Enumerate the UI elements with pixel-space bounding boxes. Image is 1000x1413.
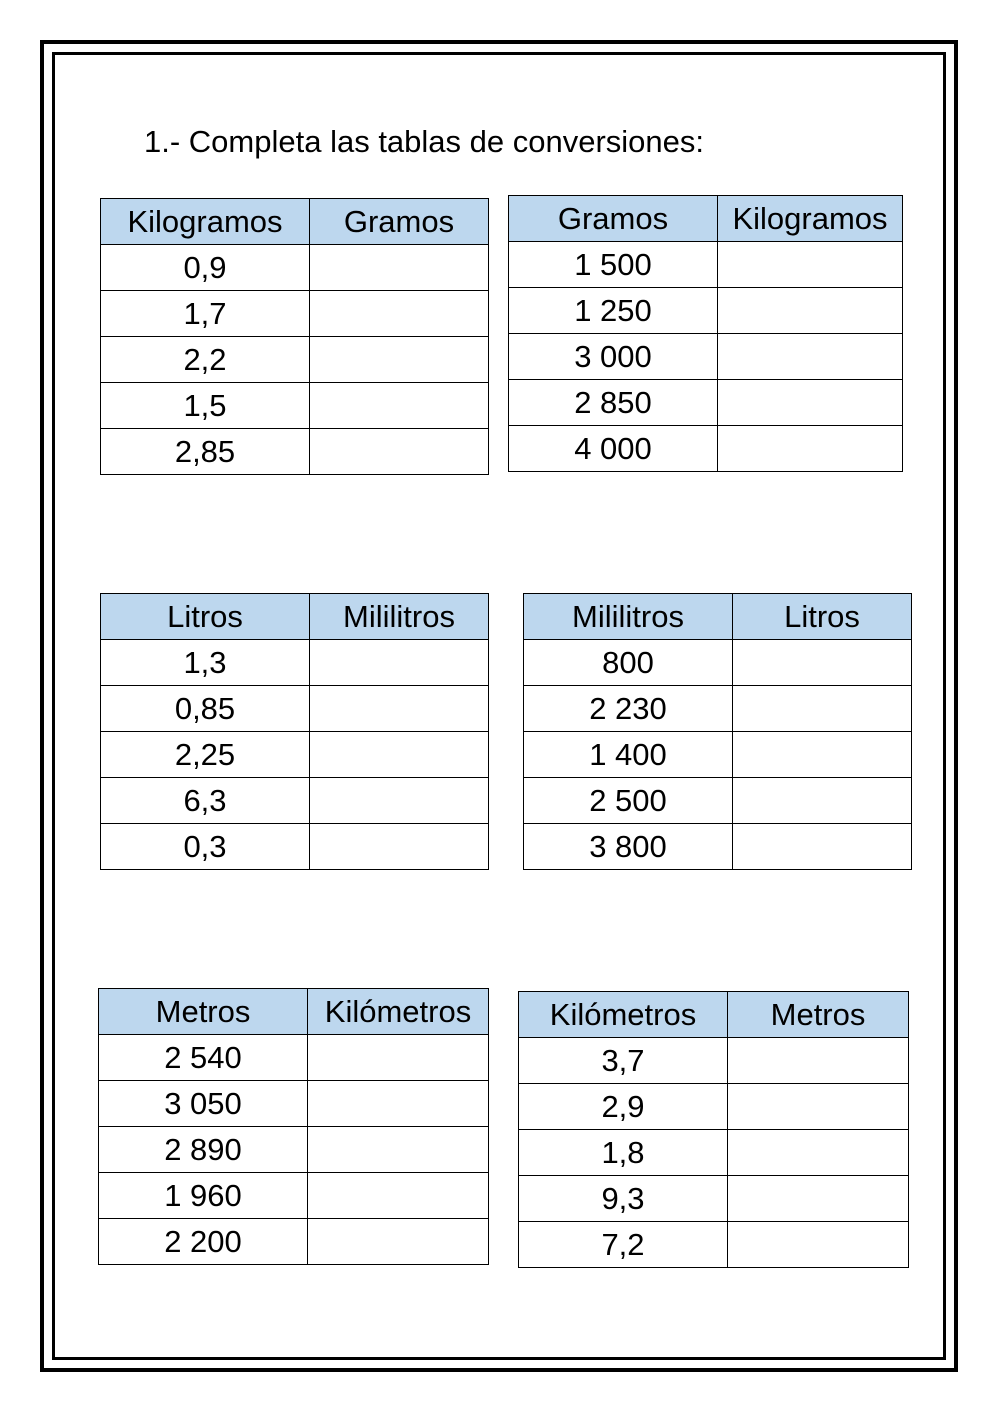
table-header-row bbox=[101, 199, 489, 245]
answer-cell[interactable] bbox=[718, 242, 903, 288]
given-value: 0,3 bbox=[101, 824, 310, 870]
header-source-unit: Kilogramos bbox=[101, 199, 310, 245]
table-row bbox=[519, 1222, 909, 1268]
answer-cell[interactable] bbox=[733, 732, 912, 778]
table-row bbox=[101, 778, 489, 824]
answer-cell[interactable] bbox=[310, 383, 489, 429]
table-row bbox=[524, 686, 912, 732]
table-header-row bbox=[99, 989, 489, 1035]
table-row bbox=[101, 732, 489, 778]
answer-cell[interactable] bbox=[728, 1176, 909, 1222]
given-value: 3,7 bbox=[519, 1038, 728, 1084]
answer-cell[interactable] bbox=[310, 291, 489, 337]
table-row bbox=[509, 334, 903, 380]
answer-cell[interactable] bbox=[728, 1038, 909, 1084]
header-source-unit: Kilómetros bbox=[519, 992, 728, 1038]
answer-cell[interactable] bbox=[310, 337, 489, 383]
answer-cell[interactable] bbox=[308, 1127, 489, 1173]
answer-cell[interactable] bbox=[308, 1219, 489, 1265]
answer-cell[interactable] bbox=[310, 640, 489, 686]
table-row bbox=[524, 824, 912, 870]
given-value: 2,9 bbox=[519, 1084, 728, 1130]
given-value: 2,25 bbox=[101, 732, 310, 778]
table-row bbox=[509, 288, 903, 334]
table-header-row bbox=[509, 196, 903, 242]
table-g-to-kg bbox=[508, 195, 903, 472]
table-row bbox=[99, 1219, 489, 1265]
given-value: 6,3 bbox=[101, 778, 310, 824]
table-row bbox=[101, 337, 489, 383]
table-row bbox=[519, 1176, 909, 1222]
answer-cell[interactable] bbox=[310, 778, 489, 824]
given-value: 2 890 bbox=[99, 1127, 308, 1173]
table-row bbox=[101, 429, 489, 475]
header-source-unit: Litros bbox=[101, 594, 310, 640]
answer-cell[interactable] bbox=[308, 1173, 489, 1219]
given-value: 1 500 bbox=[509, 242, 718, 288]
given-value: 2 230 bbox=[524, 686, 733, 732]
given-value: 1,5 bbox=[101, 383, 310, 429]
answer-cell[interactable] bbox=[310, 824, 489, 870]
table-kg-to-g bbox=[100, 198, 489, 475]
header-target-unit: Metros bbox=[728, 992, 909, 1038]
answer-cell[interactable] bbox=[728, 1084, 909, 1130]
given-value: 2 500 bbox=[524, 778, 733, 824]
table-row bbox=[509, 380, 903, 426]
table-row bbox=[519, 1084, 909, 1130]
table-row bbox=[519, 1130, 909, 1176]
given-value: 1 400 bbox=[524, 732, 733, 778]
table-km-to-m bbox=[518, 991, 909, 1268]
table-row bbox=[524, 640, 912, 686]
header-source-unit: Gramos bbox=[509, 196, 718, 242]
table-row bbox=[99, 1081, 489, 1127]
table-row bbox=[101, 383, 489, 429]
answer-cell[interactable] bbox=[718, 380, 903, 426]
given-value: 2,2 bbox=[101, 337, 310, 383]
answer-cell[interactable] bbox=[733, 640, 912, 686]
table-row bbox=[509, 426, 903, 472]
given-value: 1,8 bbox=[519, 1130, 728, 1176]
header-source-unit: Mililitros bbox=[524, 594, 733, 640]
answer-cell[interactable] bbox=[718, 334, 903, 380]
answer-cell[interactable] bbox=[310, 429, 489, 475]
table-row bbox=[99, 1035, 489, 1081]
table-header-row bbox=[519, 992, 909, 1038]
answer-cell[interactable] bbox=[733, 686, 912, 732]
table-row bbox=[524, 732, 912, 778]
answer-cell[interactable] bbox=[728, 1130, 909, 1176]
given-value: 1,3 bbox=[101, 640, 310, 686]
table-header-row bbox=[524, 594, 912, 640]
exercise-title: 1.- Completa las tablas de conversiones: bbox=[144, 124, 705, 159]
answer-cell[interactable] bbox=[733, 824, 912, 870]
given-value: 2,85 bbox=[101, 429, 310, 475]
table-row bbox=[524, 778, 912, 824]
given-value: 0,9 bbox=[101, 245, 310, 291]
given-value: 3 800 bbox=[524, 824, 733, 870]
answer-cell[interactable] bbox=[310, 686, 489, 732]
header-target-unit: Gramos bbox=[310, 199, 489, 245]
answer-cell[interactable] bbox=[728, 1222, 909, 1268]
given-value: 1 250 bbox=[509, 288, 718, 334]
header-source-unit: Metros bbox=[99, 989, 308, 1035]
answer-cell[interactable] bbox=[718, 426, 903, 472]
answer-cell[interactable] bbox=[733, 778, 912, 824]
header-target-unit: Mililitros bbox=[310, 594, 489, 640]
table-l-to-ml bbox=[100, 593, 489, 870]
given-value: 2 200 bbox=[99, 1219, 308, 1265]
given-value: 1,7 bbox=[101, 291, 310, 337]
table-header-row bbox=[101, 594, 489, 640]
answer-cell[interactable] bbox=[310, 245, 489, 291]
header-target-unit: Kilómetros bbox=[308, 989, 489, 1035]
given-value: 1 960 bbox=[99, 1173, 308, 1219]
table-row bbox=[101, 291, 489, 337]
table-row bbox=[101, 640, 489, 686]
table-row bbox=[509, 242, 903, 288]
table-row bbox=[101, 686, 489, 732]
table-row bbox=[519, 1038, 909, 1084]
given-value: 3 050 bbox=[99, 1081, 308, 1127]
answer-cell[interactable] bbox=[308, 1081, 489, 1127]
given-value: 9,3 bbox=[519, 1176, 728, 1222]
header-target-unit: Litros bbox=[733, 594, 912, 640]
table-m-to-km bbox=[98, 988, 489, 1265]
answer-cell[interactable] bbox=[310, 732, 489, 778]
table-row bbox=[101, 245, 489, 291]
given-value: 800 bbox=[524, 640, 733, 686]
given-value: 3 000 bbox=[509, 334, 718, 380]
answer-cell[interactable] bbox=[718, 288, 903, 334]
answer-cell[interactable] bbox=[308, 1035, 489, 1081]
table-ml-to-l bbox=[523, 593, 912, 870]
header-target-unit: Kilogramos bbox=[718, 196, 903, 242]
given-value: 7,2 bbox=[519, 1222, 728, 1268]
given-value: 0,85 bbox=[101, 686, 310, 732]
given-value: 2 850 bbox=[509, 380, 718, 426]
given-value: 4 000 bbox=[509, 426, 718, 472]
table-row bbox=[99, 1173, 489, 1219]
table-row bbox=[101, 824, 489, 870]
table-row bbox=[99, 1127, 489, 1173]
given-value: 2 540 bbox=[99, 1035, 308, 1081]
